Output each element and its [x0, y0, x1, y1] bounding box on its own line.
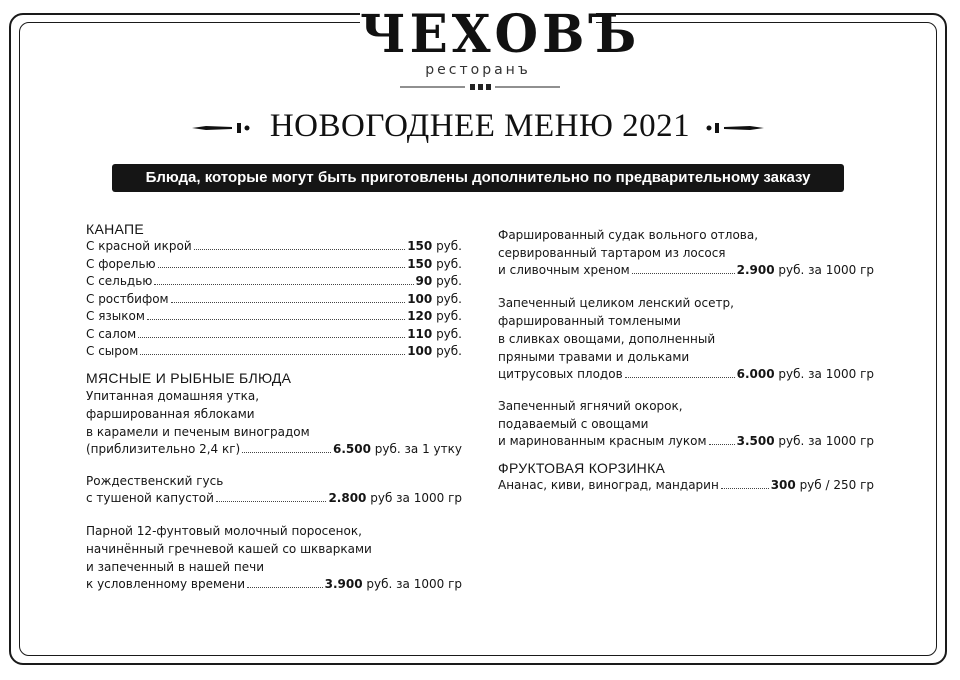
right-column [498, 226, 874, 494]
dot-leader [247, 587, 323, 588]
dish-description-line: Рождественский гусь [86, 474, 224, 488]
dot-leader [625, 377, 735, 378]
dot-leader [632, 273, 735, 274]
dish-description-line: в сливках овощами, дополненный [498, 331, 716, 346]
menu-item-piglet: к условленному времени 3.900 руб. за 1000 гр [86, 576, 462, 591]
menu-item: С сельдью 90 руб. [86, 274, 462, 288]
menu-item: С салом 110 руб. [86, 326, 462, 341]
menu-item-sturgeon: цитрусовых плодов 6.000 руб. за 1000 гр [498, 366, 874, 381]
dish-description-line: и запеченный в нашей печи [86, 559, 265, 574]
section-heading-fruit: ФРУКТОВАЯ КОРЗИНКА [498, 459, 666, 476]
dish-description-line: Парной 12-фунтовый молочный поросенок, [86, 523, 362, 538]
dot-leader [709, 444, 735, 445]
menu-item-fruit-basket: Ананас, киви, виноград, мандарин 300 руб / 250 гр [498, 477, 874, 492]
menu-item: С форелью 150 руб. [86, 256, 462, 271]
dot-leader [154, 284, 413, 285]
dish-description-line: в карамели и печеным виноградом [86, 424, 310, 439]
menu-item-goose: с тушеной капустой 2.800 руб за 1000 гр [86, 491, 462, 505]
dot-leader [194, 249, 406, 250]
logo-ornament-icon [400, 82, 560, 92]
dish-description-line: начинённый гречневой кашей со шкварками [86, 541, 372, 556]
dish-description-line: Упитанная домашняя утка, [86, 388, 260, 403]
dish-description-line: Запеченный ягнячий окорок, [498, 399, 683, 413]
left-column [86, 220, 462, 593]
menu-item-lamb: и маринованным красным луком 3.500 руб. за 1000 гр [498, 434, 874, 448]
dish-description-line: фаршированный томлеными [498, 313, 681, 328]
section-heading-canape: КАНАПЕ [86, 221, 144, 237]
dot-leader [721, 488, 769, 489]
dot-leader [216, 501, 327, 502]
dot-leader [140, 354, 405, 355]
menu-item-pikeperch: и сливочным хреном 2.900 руб. за 1000 гр [498, 263, 874, 277]
dot-leader [158, 267, 406, 268]
dish-description-line: подаваемый с овощами [498, 417, 649, 431]
restaurant-logo: ЧЕХОВЪ [360, 2, 641, 65]
dish-description-line: сервированный тартаром из лосося [498, 246, 726, 260]
title-ornament-right-icon [704, 118, 764, 138]
menu-title: НОВОГОДНЕЕ МЕНЮ 2021 [269, 108, 691, 144]
dish-description-line: Запеченный целиком ленский осетр, [498, 295, 734, 310]
menu-item: С сыром 100 руб. [86, 344, 462, 358]
restaurant-subtitle: ресторанъ [425, 62, 531, 78]
section-heading-meat-fish: МЯСНЫЕ И РЫБНЫЕ БЛЮДА [86, 369, 292, 386]
menu-item: С красной икрой 150 руб. [86, 239, 462, 253]
dot-leader [242, 452, 331, 453]
dish-description-line: фаршированная яблоками [86, 406, 255, 421]
menu-item-duck: (приблизительно 2,4 кг) 6.500 руб. за 1 утку [86, 441, 462, 456]
dot-leader [147, 319, 405, 320]
menu-item: С ростбифом 100 руб. [86, 291, 462, 306]
dot-leader [138, 337, 405, 338]
dish-description-line: Фаршированный судак вольного отлова, [498, 228, 759, 242]
dish-description-line: пряными травами и дольками [498, 349, 690, 364]
preorder-banner: Блюда, которые могут быть приготовлены дополнительно по предварительному заказу [112, 164, 844, 192]
dot-leader [171, 302, 406, 303]
menu-item: С языком 120 руб. [86, 309, 462, 323]
